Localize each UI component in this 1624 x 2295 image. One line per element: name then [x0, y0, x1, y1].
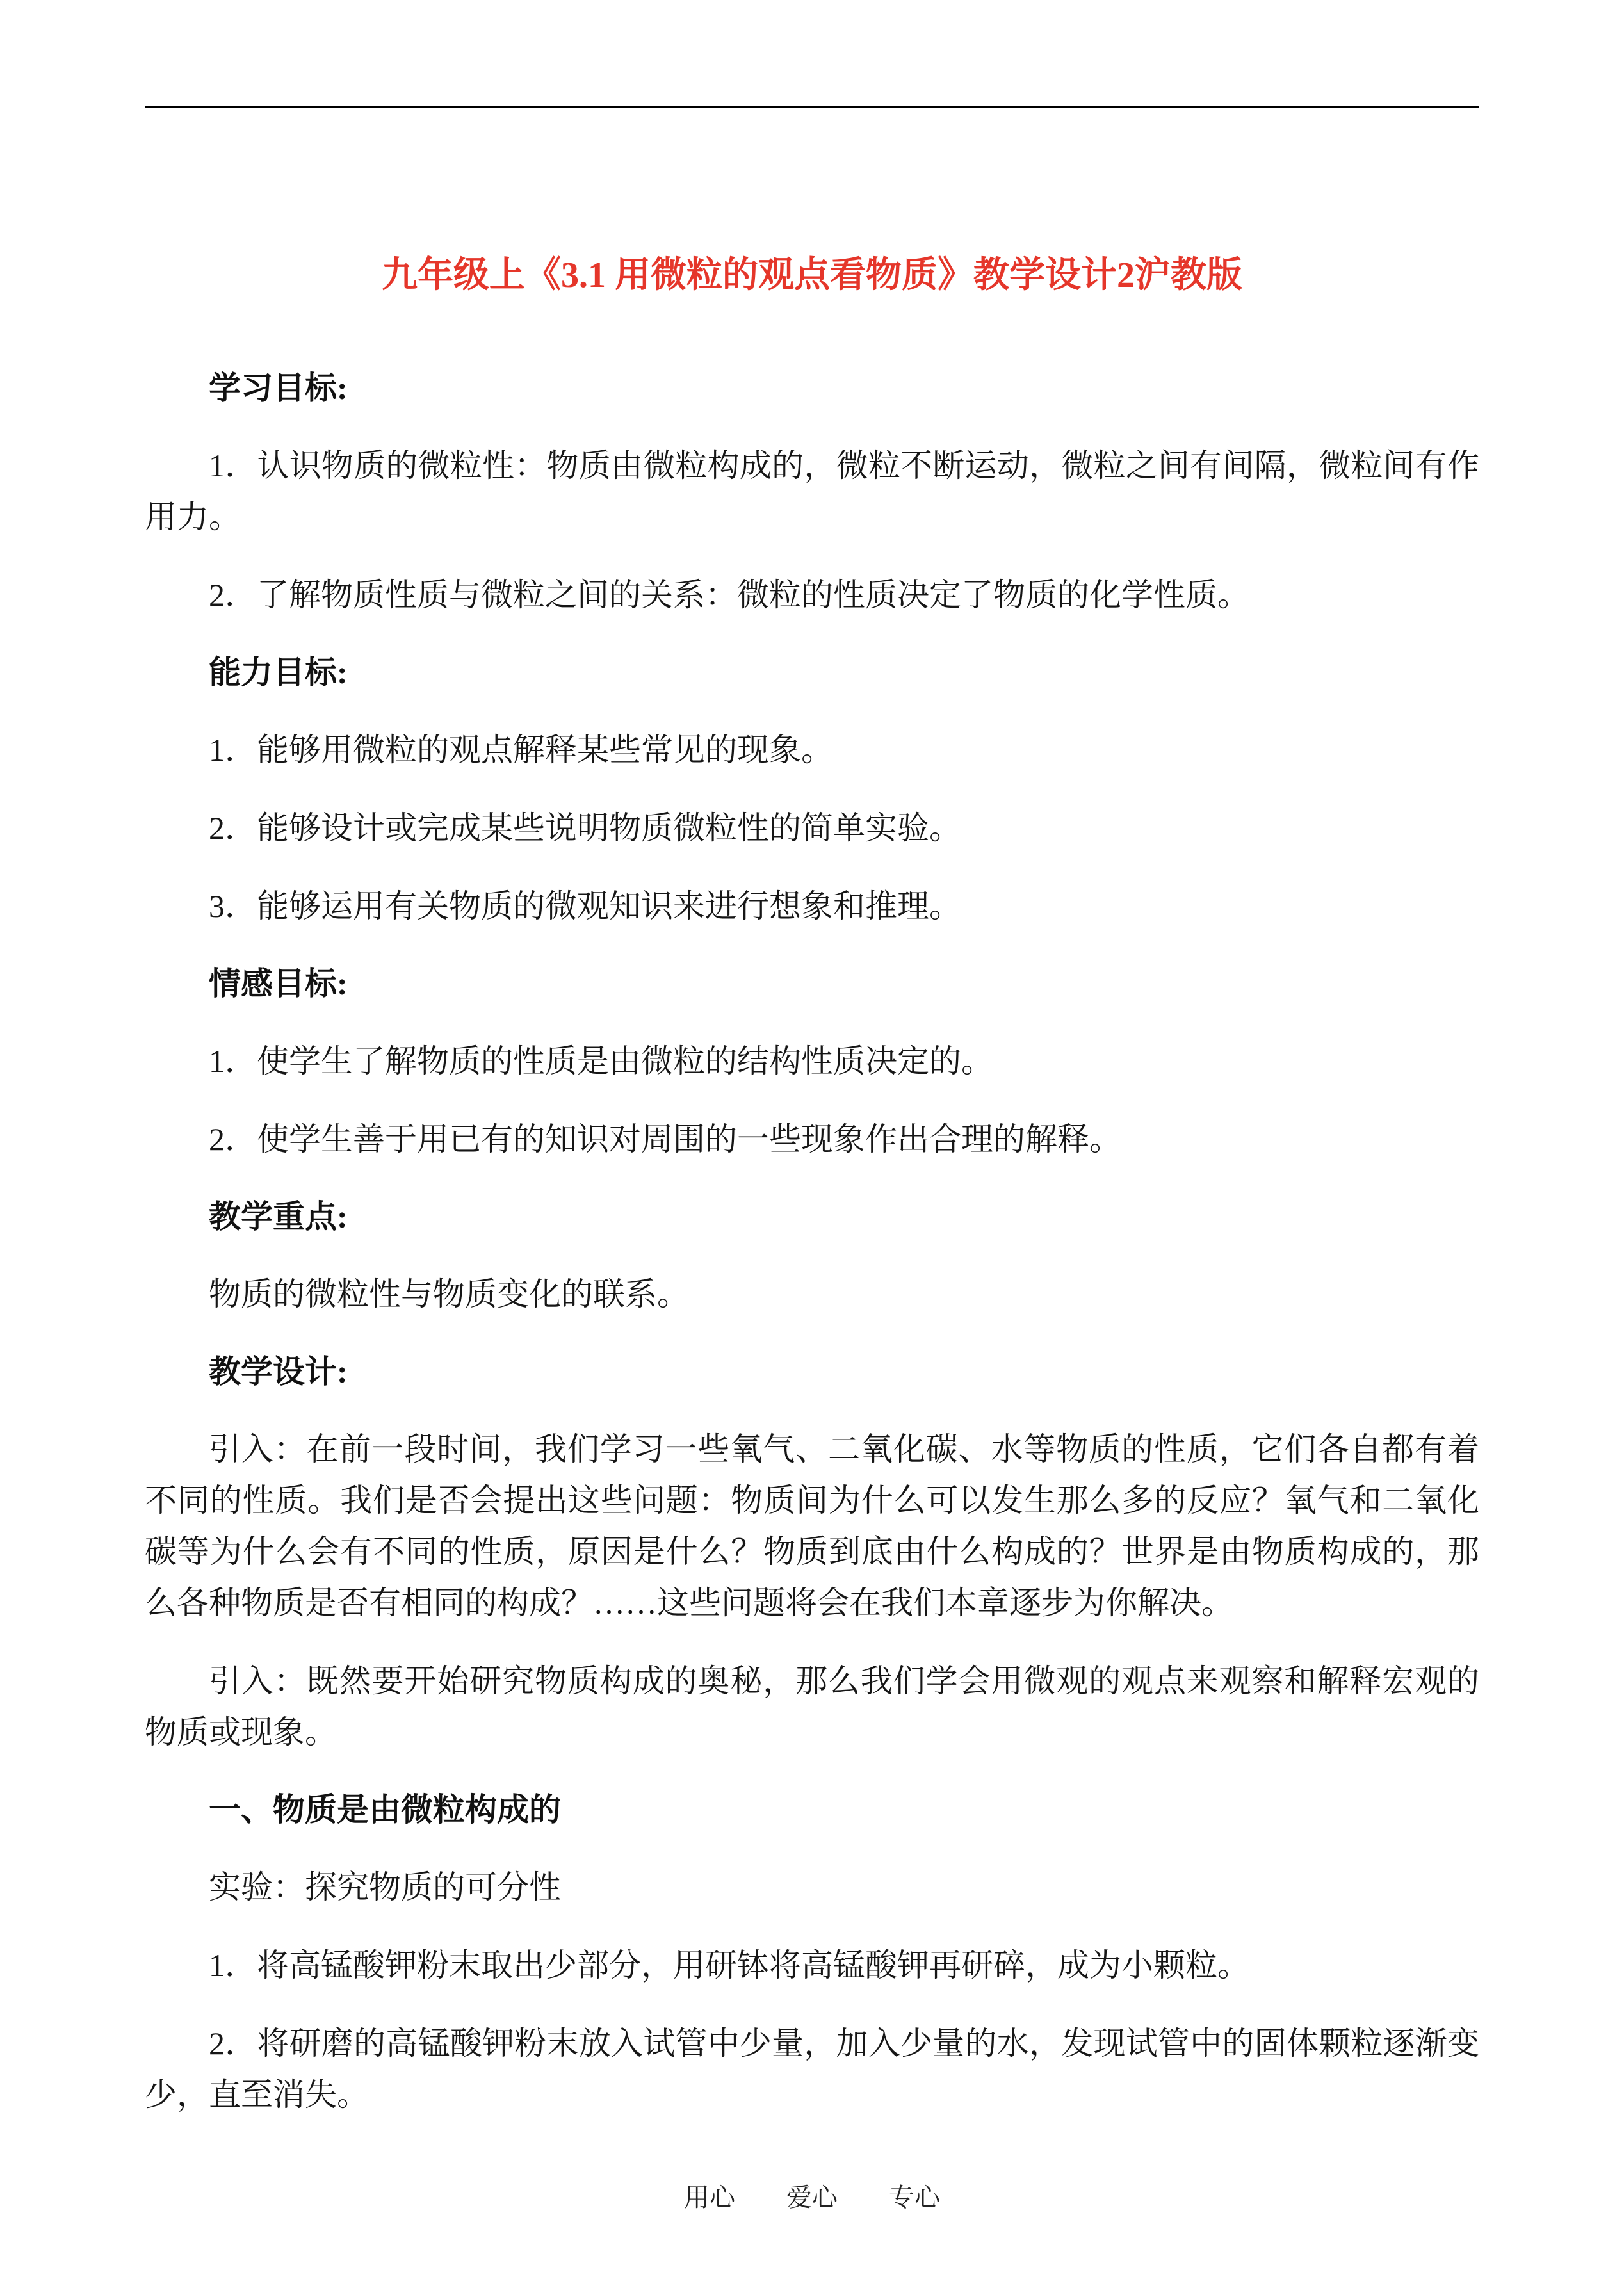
section-heading: 教学重点:: [209, 1199, 348, 1235]
section-heading: 学习目标:: [209, 370, 348, 406]
paragraph: 3．能够运用有关物质的微观知识来进行想象和推理。: [209, 888, 961, 924]
paragraph: 实验：探究物质的可分性: [209, 1869, 561, 1905]
paragraph: 1．将高锰酸钾粉末取出少部分，用研钵将高锰酸钾再研碎，成为小颗粒。: [209, 1947, 1249, 1983]
footer-text: 用心 爱心 专心: [684, 2183, 940, 2212]
section-heading: 一、物质是由微粒构成的: [209, 1792, 561, 1828]
paragraph: 2．使学生善于用已有的知识对周围的一些现象作出合理的解释。: [209, 1121, 1121, 1157]
paragraph: 2．将研磨的高锰酸钾粉末放入试管中少量，加入少量的水，发现试管中的固体颗粒逐渐变少，直至消失。: [145, 2025, 1479, 2113]
header-rule: [145, 106, 1479, 108]
paragraph: 引入：既然要开始研究物质构成的奥秘，那么我们学会用微观的观点来观察和解释宏观的物质或现象。: [145, 1663, 1479, 1750]
section-heading: 能力目标:: [209, 654, 348, 690]
paragraph: 物质的微粒性与物质变化的联系。: [209, 1276, 689, 1312]
paragraph: 1．使学生了解物质的性质是由微粒的结构性质决定的。: [209, 1043, 993, 1079]
paragraph: 1．认识物质的微粒性：物质由微粒构成的，微粒不断运动，微粒之间有间隔，微粒间有作用力。: [145, 448, 1479, 535]
paragraph: 引入：在前一段时间，我们学习一些氧气、二氧化碳、水等物质的性质，它们各自都有着不同的性质。我们是否会提出这些问题：物质间为什么可以发生那么多的反应？氧气和二氧化碳等为什么会有不同的性质，原因是什么？物质到底由什么构成的？世界是由物质构成的，那么各种物质是否有相同的构成？……这些问题将会在我们本章逐步为你解决。: [145, 1431, 1479, 1621]
section-heading: 教学设计:: [209, 1354, 348, 1390]
section-heading: 情感目标:: [209, 966, 348, 1002]
paragraph: 2．了解物质性质与微粒之间的关系：微粒的性质决定了物质的化学性质。: [209, 577, 1249, 613]
paragraph: 1．能够用微粒的观点解释某些常见的现象。: [209, 732, 833, 768]
document-title: 九年级上《3.1 用微粒的观点看物质》教学设计2沪教版: [382, 255, 1242, 295]
document-body: [145, 363, 1479, 2120]
page-footer: [0, 2182, 1624, 2213]
paragraph: 2．能够设计或完成某些说明物质微粒性的简单实验。: [209, 810, 961, 846]
